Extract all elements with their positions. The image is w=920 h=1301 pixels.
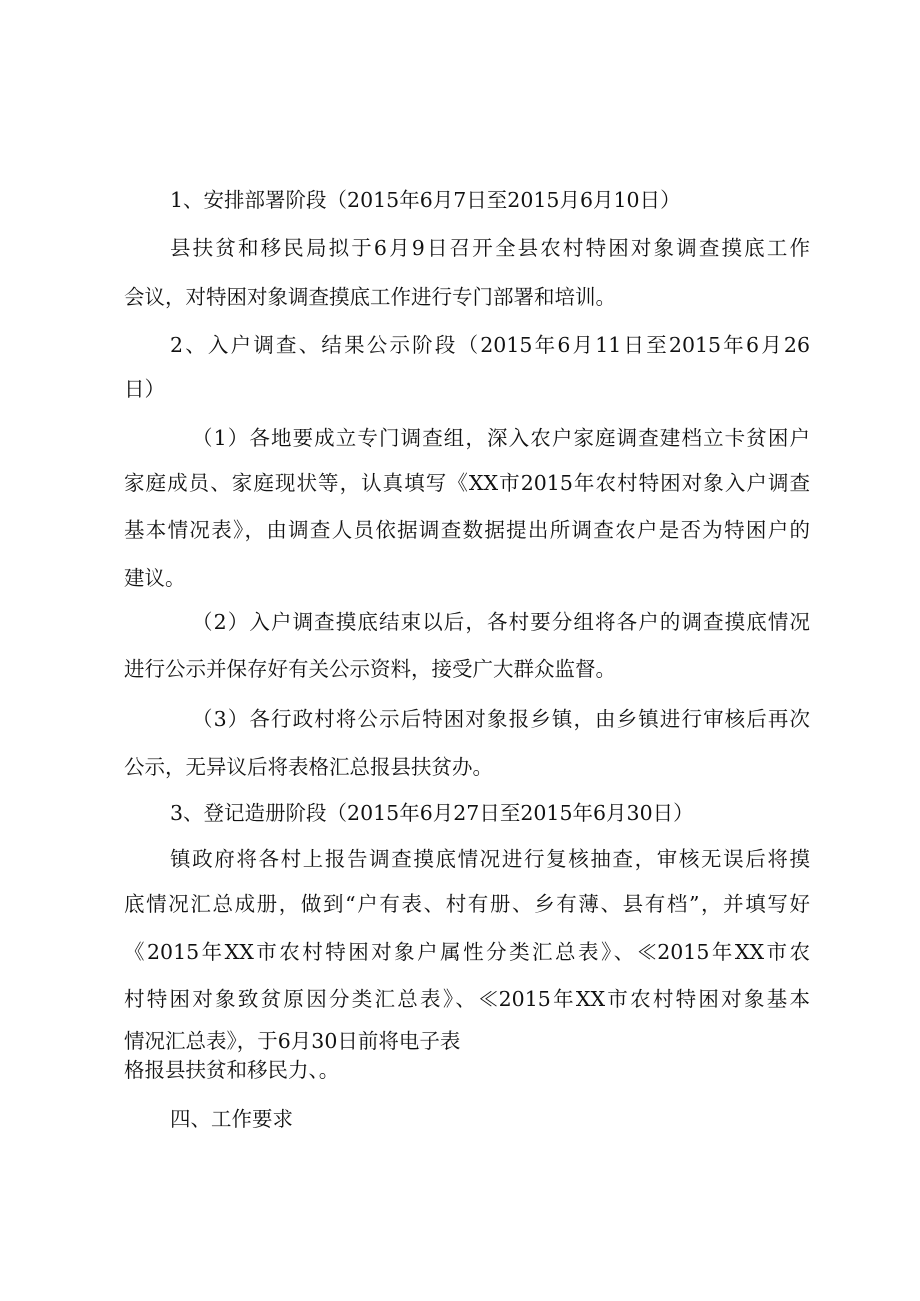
paragraph-line: 会议，对特困对象调查摸底工作进行专门部署和培训。 xyxy=(124,285,616,309)
paragraph-line: 建议。 xyxy=(124,566,186,590)
item-3-line: （3）各行政村将公示后特困对象报乡镇，由乡镇进行审核后再次 xyxy=(192,707,810,731)
stage-2-heading-cont: 日） xyxy=(124,377,165,401)
section-4-heading: 四、工作要求 xyxy=(170,1107,293,1131)
paragraph-line: 底情况汇总成册，做到“户有表、村有册、乡有薄、县有档”，并填写好 xyxy=(124,892,810,916)
stage-3-heading: 3、登记造册阶段（2015年6月27日至2015年6月30日） xyxy=(170,801,694,825)
paragraph-line: 基本情况表》，由调查人员依据调查数据提出所调查农户是否为特困户的 xyxy=(124,518,810,542)
paragraph-line: 《2015年XX市农村特困对象户属性分类汇总表》、≪2015年XX市农 xyxy=(124,940,810,964)
stage-2-heading: 2、入户调查、结果公示阶段（2015年6月11日至2015年6月26 xyxy=(170,333,810,357)
paragraph-line: 情况汇总表》，于6月30日前将电子表 xyxy=(124,1029,461,1053)
paragraph-line: 公示，无异议后将表格汇总报县扶贫办。 xyxy=(124,755,493,779)
paragraph-line: 家庭成员、家庭现状等，认真填写《XX市2015年农村特困对象入户调查 xyxy=(124,471,810,495)
paragraph-line: 县扶贫和移民局拟于6月9日召开全县农村特困对象调查摸底工作 xyxy=(170,236,810,260)
paragraph-line: 进行公示并保存好有关公示资料，接受广大群众监督。 xyxy=(124,657,616,681)
stage-1-heading: 1、安排部署阶段（2015年6月7日至2015月6月10日） xyxy=(170,188,681,212)
item-1-line: （1）各地要成立专门调查组，深入农户家庭调查建档立卡贫困户 xyxy=(192,426,810,450)
paragraph-line: 格报县扶贫和移民力、。 xyxy=(124,1058,340,1082)
paragraph-line: 村特困对象致贫原因分类汇总表》、≪2015年XX市农村特困对象基本 xyxy=(124,987,810,1011)
paragraph-line: 镇政府将各村上报告调查摸底情况进行复核抽查，审核无误后将摸 xyxy=(170,847,810,871)
item-2-line: （2）入户调查摸底结束以后，各村要分组将各户的调查摸底情况 xyxy=(192,610,810,634)
